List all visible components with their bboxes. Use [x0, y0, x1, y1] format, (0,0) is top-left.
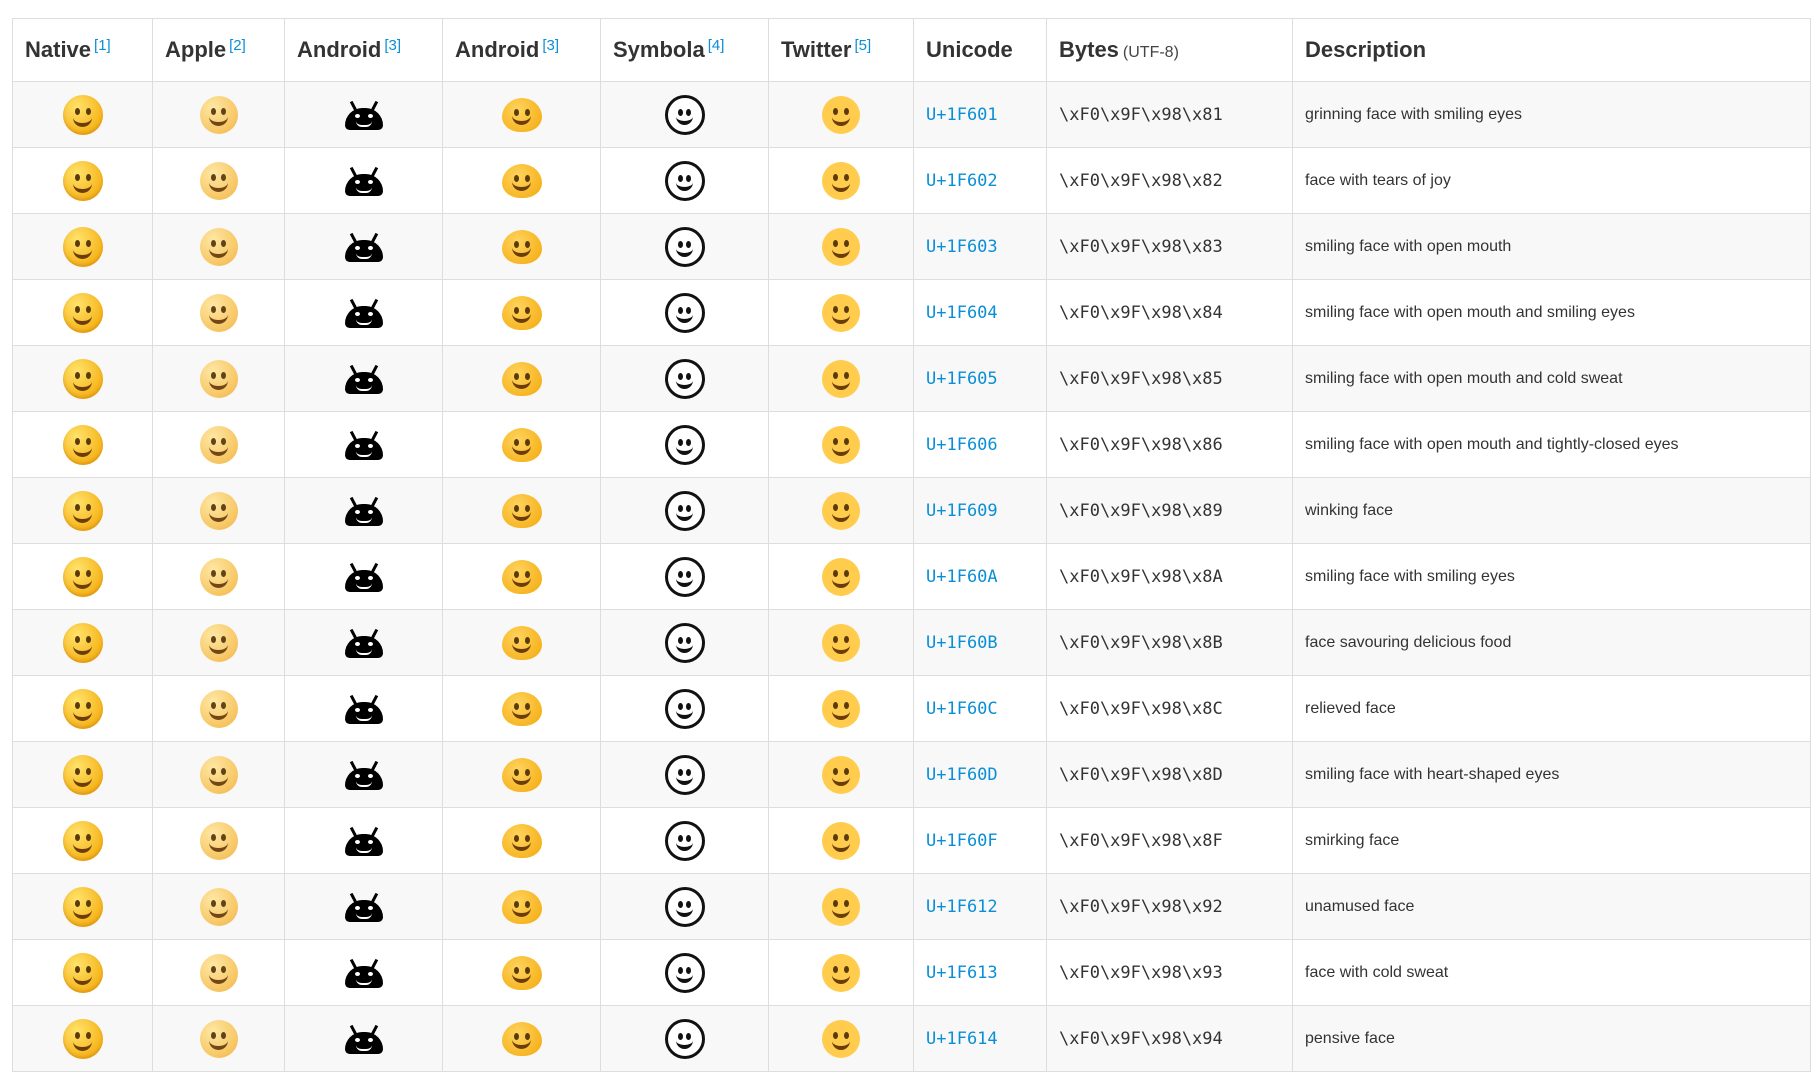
android-robot-emoji-icon: [345, 438, 383, 460]
native-emoji-cell: [13, 346, 153, 412]
twitter-emoji-cell: [769, 280, 914, 346]
reference-link-1[interactable]: [1]: [94, 37, 111, 54]
symbola-emoji-icon: [665, 557, 705, 597]
twitter-emoji-cell: [769, 544, 914, 610]
symbola-emoji-icon: [665, 161, 705, 201]
android-blob-emoji-icon: [502, 560, 542, 594]
twitter-emoji-cell: [769, 874, 914, 940]
symbola-emoji-cell: [601, 874, 769, 940]
native-emoji-icon: [63, 425, 103, 465]
android-emoji-cell: [285, 412, 443, 478]
android-blob-emoji-cell: [443, 412, 601, 478]
symbola-emoji-cell: [601, 610, 769, 676]
android-emoji-cell: [285, 940, 443, 1006]
apple-emoji-cell: [153, 280, 285, 346]
bytes-cell: \xF0\x9F\x98\x93: [1047, 940, 1293, 1006]
symbola-emoji-icon: [665, 755, 705, 795]
native-emoji-cell: [13, 1006, 153, 1072]
android-emoji-cell: [285, 214, 443, 280]
twitter-emoji-cell: [769, 676, 914, 742]
apple-emoji-cell: [153, 610, 285, 676]
native-emoji-cell: [13, 280, 153, 346]
apple-emoji-cell: [153, 1006, 285, 1072]
symbola-emoji-cell: [601, 742, 769, 808]
symbola-emoji-icon: [665, 623, 705, 663]
table-row: [13, 874, 1811, 940]
android-robot-emoji-icon: [345, 570, 383, 592]
native-emoji-cell: [13, 412, 153, 478]
android-blob-emoji-icon: [502, 890, 542, 924]
table-row: [13, 808, 1811, 874]
android-robot-emoji-icon: [345, 504, 383, 526]
apple-emoji-icon: [200, 228, 238, 266]
native-emoji-cell: [13, 478, 153, 544]
column-header-native: [13, 19, 153, 82]
native-emoji-icon: [63, 557, 103, 597]
twitter-emoji-cell: [769, 412, 914, 478]
symbola-emoji-cell: [601, 676, 769, 742]
symbola-emoji-cell: [601, 478, 769, 544]
bytes-cell: \xF0\x9F\x98\x94: [1047, 1006, 1293, 1072]
android-blob-emoji-icon: [502, 98, 542, 132]
column-header-description: [1293, 19, 1811, 82]
twitter-emoji-icon: [822, 822, 860, 860]
symbola-emoji-icon: [665, 293, 705, 333]
android-blob-emoji-cell: [443, 610, 601, 676]
android-emoji-cell: [285, 82, 443, 148]
bytes-cell: \xF0\x9F\x98\x92: [1047, 874, 1293, 940]
bytes-cell: \xF0\x9F\x98\x8C: [1047, 676, 1293, 742]
android-blob-emoji-icon: [502, 362, 542, 396]
android-blob-emoji-icon: [502, 626, 542, 660]
native-emoji-icon: [63, 755, 103, 795]
description-cell: face savouring delicious food: [1293, 610, 1811, 676]
android-blob-emoji-cell: [443, 346, 601, 412]
apple-emoji-cell: [153, 676, 285, 742]
symbola-emoji-cell: [601, 82, 769, 148]
android-emoji-cell: [285, 1006, 443, 1072]
unicode-codepoint-link[interactable]: U+1F601: [926, 104, 998, 125]
unicode-codepoint-link[interactable]: U+1F609: [926, 500, 998, 521]
unicode-codepoint-link[interactable]: U+1F60A: [926, 566, 998, 587]
native-emoji-cell: [13, 610, 153, 676]
table-row: [13, 742, 1811, 808]
bytes-cell: \xF0\x9F\x98\x84: [1047, 280, 1293, 346]
apple-emoji-cell: [153, 478, 285, 544]
android-blob-emoji-icon: [502, 692, 542, 726]
column-label: Twitter: [781, 37, 852, 62]
native-emoji-cell: [13, 874, 153, 940]
apple-emoji-cell: [153, 742, 285, 808]
column-label: Description: [1305, 37, 1427, 62]
table-row: [13, 82, 1811, 148]
table-row: [13, 1006, 1811, 1072]
unicode-codepoint-link[interactable]: U+1F60F: [926, 830, 998, 851]
android-emoji-cell: [285, 610, 443, 676]
table-row: [13, 610, 1811, 676]
unicode-cell: [914, 742, 1047, 808]
native-emoji-icon: [63, 161, 103, 201]
symbola-emoji-icon: [665, 491, 705, 531]
reference-link-4[interactable]: [4]: [707, 37, 725, 54]
apple-emoji-icon: [200, 690, 238, 728]
android-blob-emoji-cell: [443, 544, 601, 610]
apple-emoji-icon: [200, 162, 238, 200]
android-blob-emoji-icon: [502, 1022, 542, 1056]
native-emoji-cell: [13, 544, 153, 610]
unicode-cell: [914, 940, 1047, 1006]
symbola-emoji-cell: [601, 214, 769, 280]
apple-emoji-cell: [153, 148, 285, 214]
twitter-emoji-cell: [769, 1006, 914, 1072]
table-row: [13, 676, 1811, 742]
symbola-emoji-icon: [665, 227, 705, 267]
apple-emoji-cell: [153, 214, 285, 280]
apple-emoji-icon: [200, 558, 238, 596]
android-robot-emoji-icon: [345, 834, 383, 856]
android-emoji-cell: [285, 280, 443, 346]
column-sublabel: (UTF-8): [1122, 44, 1179, 61]
android-blob-emoji-cell: [443, 478, 601, 544]
bytes-cell: \xF0\x9F\x98\x8F: [1047, 808, 1293, 874]
android-blob-emoji-cell: [443, 1006, 601, 1072]
symbola-emoji-cell: [601, 808, 769, 874]
native-emoji-icon: [63, 821, 103, 861]
apple-emoji-icon: [200, 954, 238, 992]
symbola-emoji-icon: [665, 1019, 705, 1059]
twitter-emoji-icon: [822, 162, 860, 200]
android-emoji-cell: [285, 478, 443, 544]
description-cell: unamused face: [1293, 874, 1811, 940]
description-cell: relieved face: [1293, 676, 1811, 742]
column-label: Android: [297, 37, 382, 62]
bytes-cell: \xF0\x9F\x98\x8D: [1047, 742, 1293, 808]
description-cell: smiling face with smiling eyes: [1293, 544, 1811, 610]
android-robot-emoji-icon: [345, 372, 383, 394]
twitter-emoji-icon: [822, 624, 860, 662]
android-blob-emoji-cell: [443, 148, 601, 214]
column-label: Android: [455, 37, 540, 62]
reference-link-3b[interactable]: [3]: [542, 37, 560, 54]
unicode-codepoint-link[interactable]: U+1F60D: [926, 764, 998, 785]
unicode-cell: [914, 82, 1047, 148]
bytes-cell: \xF0\x9F\x98\x86: [1047, 412, 1293, 478]
apple-emoji-icon: [200, 294, 238, 332]
description-cell: face with tears of joy: [1293, 148, 1811, 214]
android-blob-emoji-cell: [443, 742, 601, 808]
column-header-symbola: [601, 19, 769, 82]
android-robot-emoji-icon: [345, 966, 383, 988]
column-label: Bytes: [1059, 37, 1119, 62]
apple-emoji-cell: [153, 808, 285, 874]
android-blob-emoji-icon: [502, 824, 542, 858]
android-robot-emoji-icon: [345, 240, 383, 262]
column-header-bytes: [1047, 19, 1293, 82]
symbola-emoji-icon: [665, 95, 705, 135]
apple-emoji-icon: [200, 624, 238, 662]
android-blob-emoji-cell: [443, 280, 601, 346]
twitter-emoji-icon: [822, 1020, 860, 1058]
twitter-emoji-icon: [822, 426, 860, 464]
native-emoji-cell: [13, 940, 153, 1006]
symbola-emoji-icon: [665, 689, 705, 729]
table-row: [13, 346, 1811, 412]
description-cell: smiling face with open mouth: [1293, 214, 1811, 280]
symbola-emoji-cell: [601, 940, 769, 1006]
twitter-emoji-cell: [769, 742, 914, 808]
android-emoji-cell: [285, 676, 443, 742]
twitter-emoji-icon: [822, 756, 860, 794]
android-emoji-cell: [285, 544, 443, 610]
table-row: [13, 148, 1811, 214]
unicode-codepoint-link[interactable]: U+1F60C: [926, 698, 998, 719]
native-emoji-cell: [13, 82, 153, 148]
symbola-emoji-icon: [665, 425, 705, 465]
apple-emoji-cell: [153, 874, 285, 940]
apple-emoji-icon: [200, 1020, 238, 1058]
description-cell: winking face: [1293, 478, 1811, 544]
bytes-cell: \xF0\x9F\x98\x82: [1047, 148, 1293, 214]
unicode-codepoint-link[interactable]: U+1F605: [926, 368, 998, 389]
reference-link-3[interactable]: [3]: [384, 37, 402, 54]
android-robot-emoji-icon: [345, 900, 383, 922]
native-emoji-cell: [13, 742, 153, 808]
unicode-cell: [914, 676, 1047, 742]
twitter-emoji-icon: [822, 294, 860, 332]
native-emoji-cell: [13, 808, 153, 874]
twitter-emoji-cell: [769, 148, 914, 214]
bytes-cell: \xF0\x9F\x98\x85: [1047, 346, 1293, 412]
twitter-emoji-cell: [769, 808, 914, 874]
android-emoji-cell: [285, 148, 443, 214]
native-emoji-icon: [63, 953, 103, 993]
column-label: Unicode: [926, 37, 1013, 62]
apple-emoji-cell: [153, 412, 285, 478]
unicode-cell: [914, 214, 1047, 280]
symbola-emoji-cell: [601, 1006, 769, 1072]
unicode-codepoint-link[interactable]: U+1F613: [926, 962, 998, 983]
apple-emoji-icon: [200, 96, 238, 134]
android-blob-emoji-icon: [502, 164, 542, 198]
emoji-table: [12, 18, 1811, 1072]
table-row: [13, 412, 1811, 478]
twitter-emoji-cell: [769, 346, 914, 412]
apple-emoji-icon: [200, 888, 238, 926]
android-emoji-cell: [285, 346, 443, 412]
android-emoji-cell: [285, 874, 443, 940]
android-blob-emoji-icon: [502, 296, 542, 330]
native-emoji-icon: [63, 359, 103, 399]
twitter-emoji-icon: [822, 558, 860, 596]
symbola-emoji-cell: [601, 544, 769, 610]
apple-emoji-icon: [200, 426, 238, 464]
unicode-cell: [914, 346, 1047, 412]
android-blob-emoji-cell: [443, 676, 601, 742]
unicode-cell: [914, 412, 1047, 478]
native-emoji-icon: [63, 227, 103, 267]
android-blob-emoji-icon: [502, 758, 542, 792]
android-emoji-cell: [285, 742, 443, 808]
description-cell: grinning face with smiling eyes: [1293, 82, 1811, 148]
description-cell: smiling face with open mouth and cold sweat: [1293, 346, 1811, 412]
table-row: [13, 940, 1811, 1006]
native-emoji-icon: [63, 95, 103, 135]
native-emoji-icon: [63, 293, 103, 333]
reference-link-5[interactable]: [5]: [854, 37, 872, 54]
column-label: Apple: [165, 37, 227, 62]
bytes-cell: \xF0\x9F\x98\x8B: [1047, 610, 1293, 676]
column-header-apple: [153, 19, 285, 82]
symbola-emoji-cell: [601, 280, 769, 346]
description-cell: smiling face with open mouth and tightly-closed eyes: [1293, 412, 1811, 478]
android-robot-emoji-icon: [345, 108, 383, 130]
unicode-codepoint-link[interactable]: U+1F60B: [926, 632, 998, 653]
symbola-emoji-icon: [665, 953, 705, 993]
twitter-emoji-cell: [769, 478, 914, 544]
column-header-unicode: [914, 19, 1047, 82]
android-robot-emoji-icon: [345, 174, 383, 196]
android-blob-emoji-icon: [502, 428, 542, 462]
apple-emoji-cell: [153, 346, 285, 412]
symbola-emoji-cell: [601, 412, 769, 478]
android-blob-emoji-icon: [502, 956, 542, 990]
android-robot-emoji-icon: [345, 702, 383, 724]
apple-emoji-icon: [200, 492, 238, 530]
column-header-twitter: [769, 19, 914, 82]
twitter-emoji-icon: [822, 96, 860, 134]
twitter-emoji-cell: [769, 940, 914, 1006]
unicode-codepoint-link[interactable]: U+1F602: [926, 170, 998, 191]
twitter-emoji-icon: [822, 954, 860, 992]
table-header-row: [13, 19, 1811, 82]
description-cell: smiling face with heart-shaped eyes: [1293, 742, 1811, 808]
unicode-cell: [914, 874, 1047, 940]
column-label: Symbola: [613, 37, 705, 62]
unicode-codepoint-link[interactable]: U+1F606: [926, 434, 998, 455]
symbola-emoji-icon: [665, 821, 705, 861]
native-emoji-icon: [63, 491, 103, 531]
apple-emoji-cell: [153, 544, 285, 610]
description-cell: smirking face: [1293, 808, 1811, 874]
native-emoji-icon: [63, 623, 103, 663]
android-blob-emoji-icon: [502, 494, 542, 528]
reference-link-2[interactable]: [2]: [229, 37, 246, 54]
symbola-emoji-icon: [665, 359, 705, 399]
twitter-emoji-cell: [769, 610, 914, 676]
apple-emoji-icon: [200, 756, 238, 794]
twitter-emoji-cell: [769, 214, 914, 280]
unicode-cell: [914, 478, 1047, 544]
android-blob-emoji-cell: [443, 214, 601, 280]
twitter-emoji-cell: [769, 82, 914, 148]
bytes-cell: \xF0\x9F\x98\x89: [1047, 478, 1293, 544]
column-header-android-blob: [443, 19, 601, 82]
bytes-cell: \xF0\x9F\x98\x8A: [1047, 544, 1293, 610]
column-header-android: [285, 19, 443, 82]
description-cell: face with cold sweat: [1293, 940, 1811, 1006]
table-row: [13, 214, 1811, 280]
unicode-cell: [914, 1006, 1047, 1072]
description-cell: smiling face with open mouth and smiling eyes: [1293, 280, 1811, 346]
symbola-emoji-cell: [601, 346, 769, 412]
table-row: [13, 544, 1811, 610]
bytes-cell: \xF0\x9F\x98\x83: [1047, 214, 1293, 280]
android-robot-emoji-icon: [345, 636, 383, 658]
android-robot-emoji-icon: [345, 768, 383, 790]
twitter-emoji-icon: [822, 888, 860, 926]
android-blob-emoji-cell: [443, 940, 601, 1006]
unicode-codepoint-link[interactable]: U+1F614: [926, 1028, 998, 1049]
unicode-cell: [914, 544, 1047, 610]
twitter-emoji-icon: [822, 228, 860, 266]
table-row: [13, 280, 1811, 346]
native-emoji-cell: [13, 214, 153, 280]
emoji-table-container: [12, 18, 1810, 1072]
twitter-emoji-icon: [822, 492, 860, 530]
unicode-cell: [914, 148, 1047, 214]
android-emoji-cell: [285, 808, 443, 874]
native-emoji-icon: [63, 689, 103, 729]
android-blob-emoji-cell: [443, 874, 601, 940]
apple-emoji-cell: [153, 82, 285, 148]
apple-emoji-cell: [153, 940, 285, 1006]
unicode-codepoint-link[interactable]: U+1F603: [926, 236, 998, 257]
unicode-codepoint-link[interactable]: U+1F612: [926, 896, 998, 917]
description-cell: pensive face: [1293, 1006, 1811, 1072]
native-emoji-cell: [13, 676, 153, 742]
symbola-emoji-cell: [601, 148, 769, 214]
column-label: Native: [25, 37, 92, 62]
unicode-cell: [914, 808, 1047, 874]
native-emoji-cell: [13, 148, 153, 214]
android-robot-emoji-icon: [345, 306, 383, 328]
unicode-codepoint-link[interactable]: U+1F604: [926, 302, 998, 323]
symbola-emoji-icon: [665, 887, 705, 927]
twitter-emoji-icon: [822, 360, 860, 398]
apple-emoji-icon: [200, 822, 238, 860]
android-blob-emoji-cell: [443, 82, 601, 148]
unicode-cell: [914, 280, 1047, 346]
android-blob-emoji-cell: [443, 808, 601, 874]
table-row: [13, 478, 1811, 544]
native-emoji-icon: [63, 887, 103, 927]
native-emoji-icon: [63, 1019, 103, 1059]
unicode-cell: [914, 610, 1047, 676]
bytes-cell: \xF0\x9F\x98\x81: [1047, 82, 1293, 148]
android-robot-emoji-icon: [345, 1032, 383, 1054]
apple-emoji-icon: [200, 360, 238, 398]
android-blob-emoji-icon: [502, 230, 542, 264]
twitter-emoji-icon: [822, 690, 860, 728]
